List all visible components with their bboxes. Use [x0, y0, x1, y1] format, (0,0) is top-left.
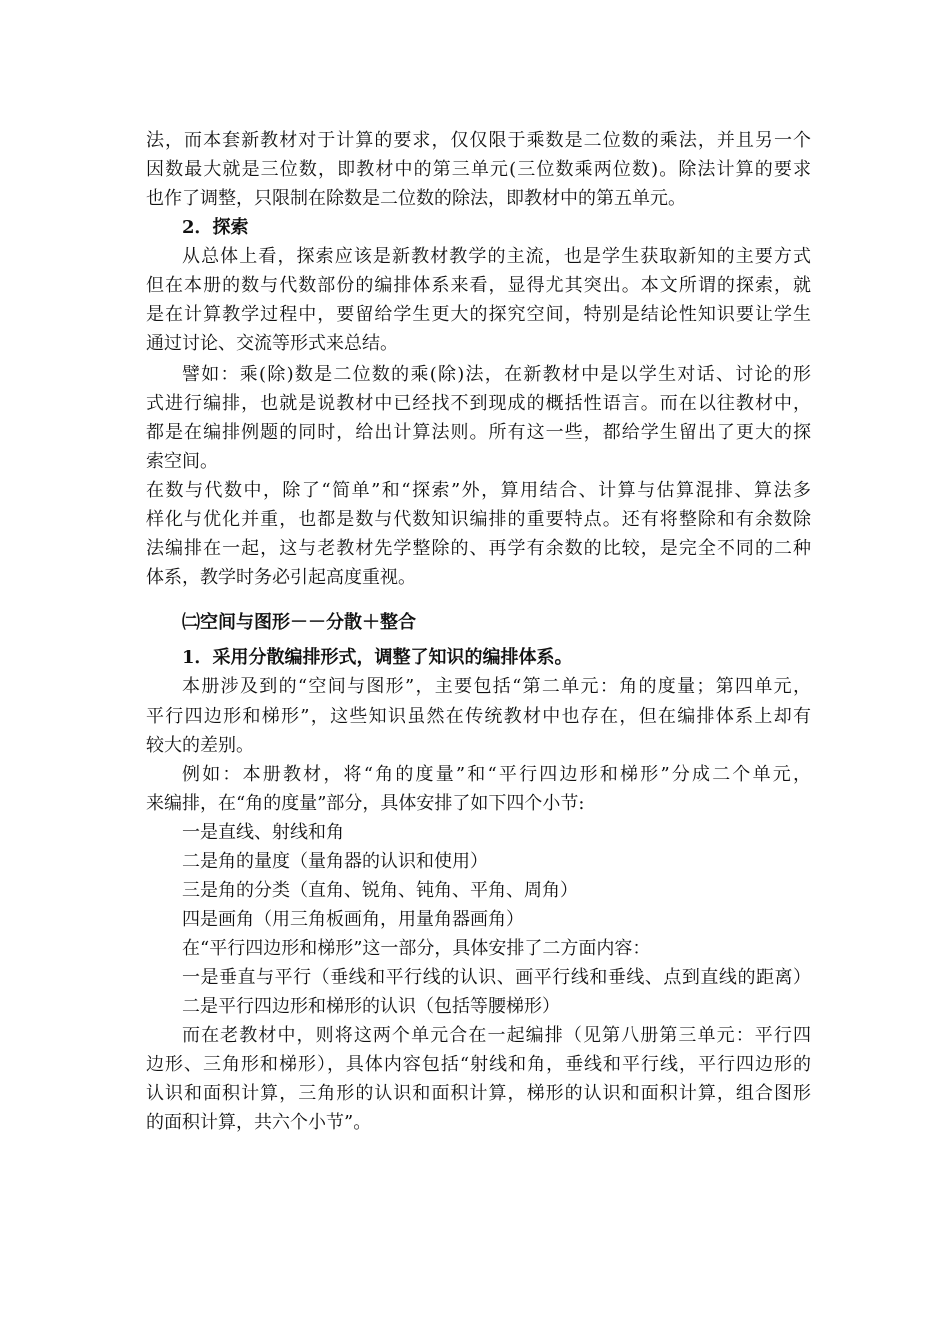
paragraph-line: 来编排，在“角的度量”部分，具体安排了如下四个小节: [146, 793, 585, 814]
paragraph-line: 式进行编排，也就是说教材中已经找不到现成的概括性语言。而在以往教材中， [146, 393, 811, 414]
paragraph-line: 体系，教学时务必引起高度重视。 [146, 567, 416, 588]
paragraph-line: 譬如：乘(除)数是二位数的乘(除)法，在新教材中是以学生对话、讨论的形 [182, 364, 811, 385]
paragraph-line: 较大的差别。 [146, 735, 254, 756]
paragraph-line: 索空间。 [146, 451, 218, 472]
paragraph-line: 但在本册的数与代数部份的编排体系来看，显得尤其突出。本文所谓的探索，就 [146, 275, 811, 296]
paragraph-line: 在“平行四边形和梯形”这一部分，具体安排了二方面内容： [182, 938, 651, 959]
paragraph-line: 平行四边形和梯形”，这些知识虽然在传统教材中也存在，但在编排体系上却有 [146, 706, 811, 727]
paragraph-line: 而在老教材中，则将这两个单元合在一起编排（见第八册第三单元：平行四 [182, 1025, 811, 1046]
section-heading: 2．探索 [182, 217, 249, 238]
paragraph-line: 是在计算教学过程中，要留给学生更大的探究空间，特别是结论性知识要让学生 [146, 304, 811, 325]
paragraph-line: 认识和面积计算，三角形的认识和面积计算，梯形的认识和面积计算，组合图形 [146, 1083, 811, 1104]
paragraph-line: 样化与优化并重，也都是数与代数知识编排的重要特点。还有将整除和有余数除 [146, 509, 811, 530]
paragraph-line: 本册涉及到的“空间与图形”，主要包括“第二单元：角的度量；第四单元， [182, 676, 811, 697]
list-item: 一是直线、射线和角 [182, 822, 344, 843]
list-item: 一是垂直与平行（垂线和平行线的认识、画平行线和垂线、点到直线的距离） [182, 967, 811, 988]
paragraph-line: 的面积计算，共六个小节”。 [146, 1112, 372, 1133]
list-item: 四是画角（用三角板画角，用量角器画角） [182, 909, 524, 930]
paragraph-line: 边形、三角形和梯形），具体内容包括“射线和角，垂线和平行线，平行四边形的 [146, 1054, 811, 1075]
paragraph-line: 通过讨论、交流等形式来总结。 [146, 333, 398, 354]
list-item: 二是角的量度（量角器的认识和使用） [182, 851, 488, 872]
paragraph-line: 法，而本套新教材对于计算的要求，仅仅限于乘数是二位数的乘法，并且另一个 [146, 130, 811, 151]
section-heading: ㈡空间与图形－－分散＋整合 [182, 612, 416, 633]
paragraph-line: 因数最大就是三位数，即教材中的第三单元(三位数乘两位数)。除法计算的要求 [146, 159, 811, 180]
paragraph-line: 从总体上看，探索应该是新教材教学的主流，也是学生获取新知的主要方式 [182, 246, 811, 267]
paragraph-line: 例如：本册教材，将“角的度量”和“平行四边形和梯形”分成二个单元， [182, 764, 811, 785]
paragraph-line: 也作了调整，只限制在除数是二位数的除法，即教材中的第五单元。 [146, 188, 686, 209]
section-heading: 1．采用分散编排形式，调整了知识的编排体系。 [182, 647, 573, 668]
list-item: 二是平行四边形和梯形的认识（包括等腰梯形） [182, 996, 560, 1017]
paragraph-line: 法编排在一起，这与老教材先学整除的、再学有余数的比较，是完全不同的二种 [146, 538, 811, 559]
paragraph-line: 都是在编排例题的同时，给出计算法则。所有这一些，都给学生留出了更大的探 [146, 422, 811, 443]
list-item: 三是角的分类（直角、锐角、钝角、平角、周角） [182, 880, 578, 901]
paragraph-line: 在数与代数中，除了“简单”和“探索”外，算用结合、计算与估算混排、算法多 [146, 480, 811, 501]
